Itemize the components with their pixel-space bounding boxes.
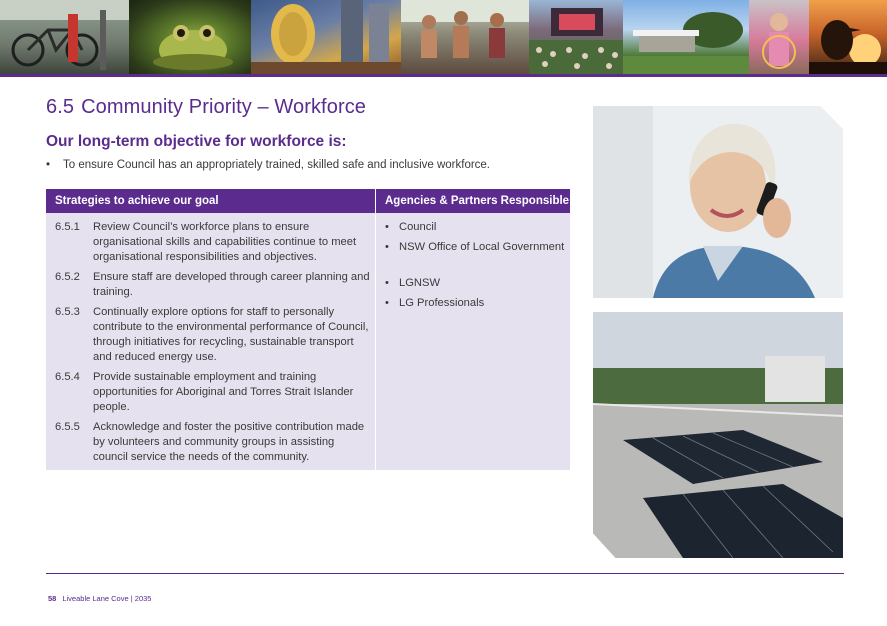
- strategy-row: [55, 370, 370, 415]
- photo-banner: [0, 0, 887, 74]
- agency-item: [385, 220, 565, 235]
- strategy-text: Ensure staff are developed through career planning and training.: [93, 271, 370, 298]
- section-number: 6.5: [46, 96, 75, 118]
- bicycle-photo: [0, 0, 129, 74]
- strategy-text: Continually explore options for staff to personally contribute to the environmental performance of Council, through initiatives for recycling, sustainable transport and reduced energy use.: [93, 306, 369, 363]
- agency-item: [385, 240, 565, 255]
- strategy-code: 6.5.5: [55, 421, 80, 433]
- rooftop-solar-panels-photo: [593, 312, 843, 558]
- strategy-text: Review Council’s workforce plans to ensure organisational skills and capabilities continue to meet organisational responsibilities and objectives.: [93, 221, 357, 263]
- publication-year: 2035: [134, 594, 152, 603]
- footer-divider: [46, 573, 844, 574]
- strategy-code: 6.5.3: [55, 306, 80, 318]
- strategy-code: 6.5.1: [55, 221, 80, 233]
- strategy-row: [55, 220, 370, 265]
- child-photo: [749, 0, 809, 74]
- agency-item: [385, 296, 565, 311]
- agencies-column-header: Agencies & Partners Responsible: [385, 195, 570, 207]
- agency-name: NSW Office of Local Government: [399, 241, 565, 253]
- frog-photo: [129, 0, 251, 74]
- bullet-icon: •: [385, 297, 389, 309]
- agency-item: [385, 276, 565, 291]
- table-header: [46, 189, 570, 213]
- strategy-text: Provide sustainable employment and training opportunities for Aboriginal and Torres Strait Islander people.: [93, 371, 354, 413]
- bullet-icon: •: [385, 277, 389, 289]
- bullet-icon: •: [46, 159, 51, 171]
- strategy-row: [55, 270, 370, 300]
- objective-heading: Our long-term objective for workforce is:: [46, 133, 347, 150]
- footer-separator: |: [130, 594, 133, 603]
- bullet-icon: •: [385, 241, 389, 253]
- strategies-column-header: Strategies to achieve our goal: [55, 195, 219, 207]
- agency-name: LGNSW: [399, 277, 441, 289]
- objective-text: To ensure Council has an appropriately trained, skilled safe and inclusive workforce.: [63, 159, 491, 171]
- strategy-row: [55, 305, 370, 365]
- strategy-text: Acknowledge and foster the positive contribution made by volunteers and community groups in assisting council service the needs of the community.: [93, 421, 365, 463]
- bullet-icon: •: [385, 221, 389, 233]
- page-footer: [48, 594, 151, 603]
- outdoor-concert-photo: [529, 0, 623, 74]
- strategy-code: 6.5.2: [55, 271, 80, 283]
- pavilion-photo: [623, 0, 749, 74]
- banner-divider: [0, 74, 887, 77]
- objective-item: [46, 159, 490, 171]
- runners-photo: [401, 0, 529, 74]
- section-title: Community Priority – Workforce: [81, 96, 367, 118]
- strategy-code: 6.5.4: [55, 371, 80, 383]
- page-title: [46, 96, 366, 119]
- strategy-row: [55, 420, 370, 465]
- agency-name: LG Professionals: [399, 297, 485, 309]
- agency-name: Council: [399, 221, 437, 233]
- column-divider: [375, 189, 376, 470]
- sculpture-photo: [251, 0, 401, 74]
- woman-on-phone-photo: [593, 106, 843, 298]
- publication-title: Liveable Lane Cove: [62, 594, 129, 603]
- strategies-table: [46, 189, 570, 470]
- page-number: 58: [48, 594, 57, 603]
- kookaburra-sunset-photo: [809, 0, 887, 74]
